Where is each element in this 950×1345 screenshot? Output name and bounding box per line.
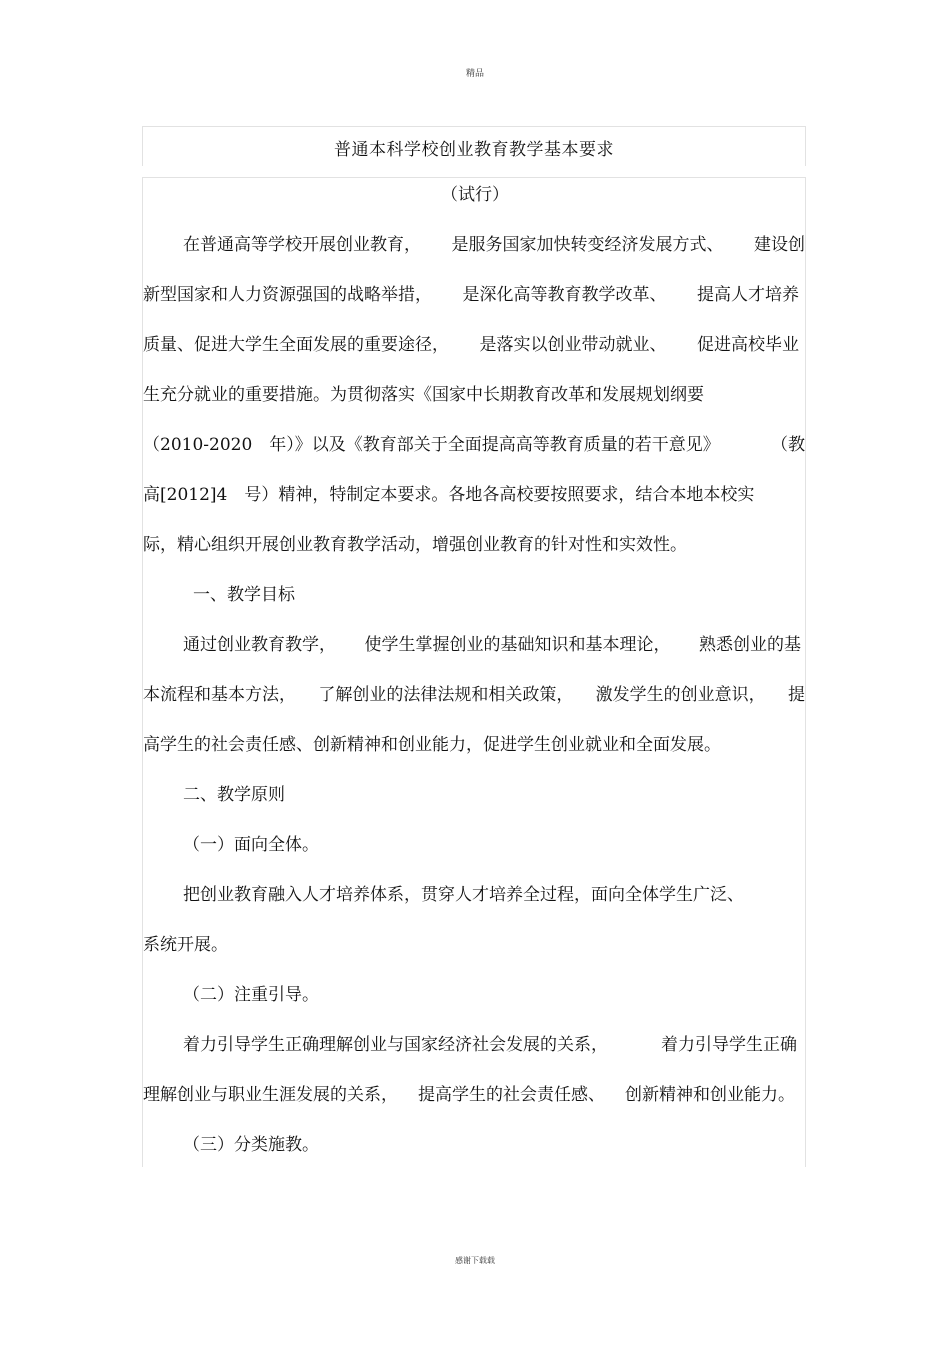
line-segment: 提: [787, 685, 805, 705]
paragraph-line: [183, 634, 801, 656]
heading-text: 二、教学原则: [183, 785, 285, 805]
line-segment: 着力引导学生正确理解创业与国家经济社会发展的关系，: [183, 1035, 608, 1055]
line-segment: 生充分就业的重要措施。为贯彻落实《国家中长期教育改革和发展规划纲要: [143, 385, 704, 405]
line-segment: 把创业教育融入人才培养体系，贯穿人才培养全过程，面向全体学生广泛、: [183, 885, 744, 905]
document-body: [142, 177, 806, 1167]
line-segment: 高[2012]4 号）精神，特制定本要求。各地各高校要按照要求，结合本地本校实: [143, 485, 755, 505]
document-subtitle: （试行）: [441, 185, 509, 205]
section-heading: [193, 584, 857, 606]
line-segment: 激发学生的创业意识，: [595, 685, 766, 705]
line-segment: 是落实以创业带动就业、: [479, 335, 667, 355]
paragraph-line: [183, 884, 847, 906]
line-segment: 建设创: [754, 235, 805, 255]
document-title: 普通本科学校创业教育教学基本要求: [334, 140, 614, 160]
line-segment: 通过创业教育教学，: [183, 635, 336, 655]
line-segment: 在普通高等学校开展创业教育，: [183, 235, 421, 255]
line-segment: 理解创业与职业生涯发展的关系，: [143, 1085, 398, 1105]
paragraph-line: [143, 534, 807, 556]
line-segment: 新型国家和人力资源强国的战略举措，: [143, 285, 432, 305]
paragraph-line: [143, 284, 799, 306]
line-segment: 熟悉创业的基: [699, 635, 801, 655]
line-segment: 了解创业的法律法规和相关政策，: [318, 685, 574, 705]
line-segment: 提高学生的社会责任感、: [418, 1085, 605, 1105]
heading-text: 一、教学目标: [193, 585, 295, 605]
heading-text: （一）面向全体。: [183, 835, 319, 855]
subsection-heading: [183, 984, 847, 1006]
heading-text: （二）注重引导。: [183, 985, 319, 1005]
paragraph-line: [143, 384, 807, 406]
line-segment: （教: [771, 435, 805, 455]
paragraph-line: [183, 1034, 797, 1056]
line-segment: 系统开展。: [143, 935, 228, 955]
paragraph-line: [143, 734, 807, 756]
line-segment: 是服务国家加快转变经济发展方式、: [451, 235, 724, 255]
paragraph-line: [143, 434, 805, 456]
paragraph-line: [143, 684, 805, 706]
section-heading: [183, 784, 847, 806]
line-segment: 际，精心组织开展创业教育教学活动，增强创业教育的针对性和实效性。: [143, 535, 687, 555]
footer-mark: 感谢下载载: [455, 1256, 495, 1265]
title-box: [142, 126, 806, 166]
line-segment: 创新精神和创业能力。: [625, 1085, 795, 1105]
line-segment: 是深化高等教育教学改革、: [462, 285, 667, 305]
heading-text: （三）分类施教。: [183, 1135, 319, 1155]
subsection-heading: [183, 834, 847, 856]
header-mark: 精品: [465, 69, 484, 79]
subsection-heading: [183, 1134, 847, 1156]
line-segment: （2010-2020 年）》以及《教育部关于全面提高高等教育质量的若干意见》: [143, 435, 720, 455]
line-segment: 促进高校毕业: [697, 335, 799, 355]
paragraph-line: [183, 234, 805, 256]
line-segment: 本流程和基本方法，: [143, 685, 296, 705]
paragraph-line: [143, 484, 807, 506]
line-segment: 着力引导学生正确: [661, 1035, 797, 1055]
paragraph-line: [143, 934, 807, 956]
paragraph-line: [143, 334, 799, 356]
line-segment: 高学生的社会责任感、创新精神和创业能力，促进学生创业就业和全面发展。: [143, 735, 721, 755]
line-segment: 质量、促进大学生全面发展的重要途径，: [143, 335, 449, 355]
paragraph-line: [143, 1084, 795, 1106]
line-segment: 提高人才培养: [697, 285, 799, 305]
line-segment: 使学生掌握创业的基础知识和基本理论，: [364, 635, 671, 655]
